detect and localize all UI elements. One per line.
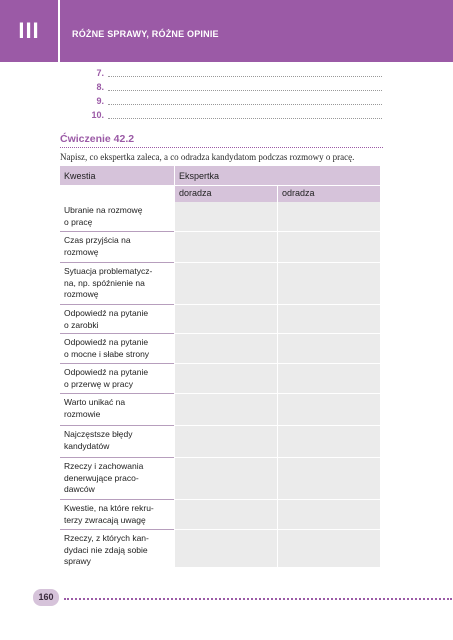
table-row	[60, 530, 380, 568]
dotted-line	[108, 104, 382, 105]
discourages-cell[interactable]	[278, 500, 380, 530]
header-kwestia: Kwestia	[64, 171, 96, 181]
discourages-cell[interactable]	[278, 232, 380, 263]
footer-dotted-line	[64, 598, 452, 600]
exercise-instruction: Napisz, co ekspertka zaleca, a co odradza kandydatom podczas rozmowy o pracę.	[60, 152, 355, 162]
table-row	[60, 202, 380, 232]
recommends-cell[interactable]	[175, 426, 277, 458]
topic-cell	[60, 426, 174, 458]
answer-line-9[interactable]	[86, 96, 382, 108]
exercise-divider	[60, 147, 383, 148]
discourages-cell[interactable]	[278, 202, 380, 232]
line-number: 7.	[96, 68, 104, 78]
table-row	[60, 263, 380, 305]
header-divider	[174, 166, 175, 202]
dotted-line	[108, 76, 382, 77]
answer-line-7[interactable]	[86, 68, 382, 80]
line-number: 8.	[96, 82, 104, 92]
topic-label: Odpowiedź na pytanie o mocne i słabe strony	[64, 337, 150, 359]
discourages-cell[interactable]	[278, 426, 380, 458]
discourages-cell[interactable]	[278, 530, 380, 568]
recommends-cell[interactable]	[175, 202, 277, 232]
topic-cell	[60, 305, 174, 334]
topic-label: Rzeczy, z których kan- dydaci nie zdają sobie sprawy	[64, 533, 149, 566]
dotted-line	[108, 118, 382, 119]
line-number: 9.	[96, 96, 104, 106]
topic-label: Odpowiedź na pytanie o przerwę w pracy	[64, 367, 149, 389]
recommends-cell[interactable]	[175, 394, 277, 426]
answer-line-10[interactable]	[86, 110, 382, 122]
table-row	[60, 364, 380, 394]
table-header-row	[60, 166, 380, 185]
recommends-cell[interactable]	[175, 364, 277, 394]
table-row	[60, 500, 380, 530]
recommends-cell[interactable]	[175, 458, 277, 500]
recommends-cell[interactable]	[175, 305, 277, 334]
page-header	[0, 0, 453, 62]
chapter-box	[0, 0, 60, 62]
page-number: 160	[33, 589, 59, 606]
table-row	[60, 334, 380, 364]
topic-cell	[60, 394, 174, 426]
chapter-number: III	[18, 18, 40, 43]
chapter-title: RÓŻNE SPRAWY, RÓŻNE OPINIE	[72, 29, 219, 39]
topic-cell	[60, 530, 174, 568]
discourages-cell[interactable]	[278, 334, 380, 364]
discourages-cell[interactable]	[278, 364, 380, 394]
topic-label: Warto unikać na rozmowie	[64, 397, 126, 419]
discourages-cell[interactable]	[278, 458, 380, 500]
topic-label: Czas przyjścia na rozmowę	[64, 235, 131, 257]
topic-cell	[60, 334, 174, 364]
topic-cell	[60, 232, 174, 263]
topic-label: Najczęstsze błędy kandydatów	[64, 429, 133, 451]
header-odradza: odradza	[282, 188, 315, 198]
table-row	[60, 232, 380, 263]
table-row	[60, 458, 380, 500]
recommends-cell[interactable]	[175, 263, 277, 305]
exercise-table	[60, 166, 380, 568]
recommends-cell[interactable]	[175, 500, 277, 530]
recommends-cell[interactable]	[175, 530, 277, 568]
answer-line-8[interactable]	[86, 82, 382, 94]
topic-cell	[60, 364, 174, 394]
table-row	[60, 394, 380, 426]
discourages-cell[interactable]	[278, 263, 380, 305]
recommends-cell[interactable]	[175, 232, 277, 263]
discourages-cell[interactable]	[278, 394, 380, 426]
topic-label: Rzeczy i zachowania denerwujące praco- dawców	[64, 461, 144, 494]
header-ekspertka: Ekspertka	[179, 171, 220, 181]
topic-label: Kwestie, na które rekru- terzy zwracają uwagę	[64, 503, 154, 525]
header-doradza: doradza	[179, 188, 212, 198]
topic-cell	[60, 458, 174, 500]
table-row	[60, 426, 380, 458]
topic-label: Ubranie na rozmowę o pracę	[64, 205, 143, 227]
discourages-cell[interactable]	[278, 305, 380, 334]
line-number: 10.	[91, 110, 104, 120]
topic-label: Sytuacja problematycz- na, np. spóźnienie na rozmowę	[64, 266, 153, 299]
topic-cell	[60, 500, 174, 530]
recommends-cell[interactable]	[175, 334, 277, 364]
topic-cell	[60, 263, 174, 305]
exercise-title: Ćwiczenie 42.2	[60, 133, 135, 145]
header-rule	[175, 185, 380, 186]
subheader-divider	[277, 185, 278, 202]
table-row	[60, 305, 380, 334]
dotted-line	[108, 90, 382, 91]
topic-cell	[60, 202, 174, 232]
topic-label: Odpowiedź na pytanie o zarobki	[64, 308, 149, 330]
